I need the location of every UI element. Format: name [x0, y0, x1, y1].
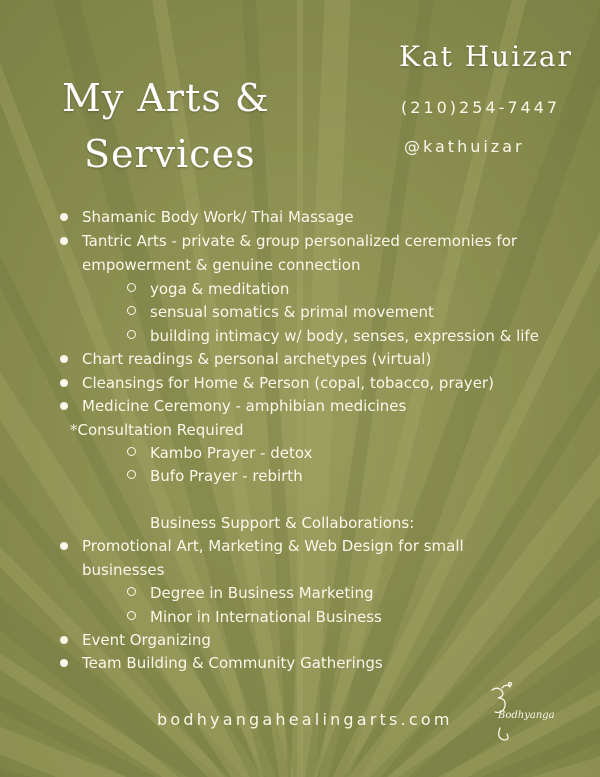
list-item: Shamanic Body Work/ Thai Massage [82, 208, 354, 226]
sub-list-item: Bufo Prayer - rebirth [150, 467, 303, 485]
list-item: Team Building & Community Gatherings [82, 654, 383, 672]
sub-bullet-icon [127, 330, 136, 339]
bullet-icon [60, 379, 68, 387]
bullet-icon [60, 237, 68, 245]
sub-bullet-icon [127, 447, 136, 456]
bullet-icon [60, 355, 68, 363]
sub-list-item: Minor in International Business [150, 608, 382, 626]
sub-list-item: building intimacy w/ body, senses, expression & life [150, 327, 539, 345]
logo-text: Bodhyanga [498, 710, 555, 721]
sub-bullet-icon [127, 611, 136, 620]
contact-name: Kat Huizar [399, 40, 573, 73]
bullet-icon [60, 542, 68, 550]
sub-list-item: yoga & meditation [150, 280, 290, 298]
title-line-2: Services [84, 132, 256, 176]
sub-bullet-icon [127, 283, 136, 292]
list-item: Medicine Ceremony - amphibian medicines [82, 397, 407, 415]
list-item: Chart readings & personal archetypes (virtual) [82, 350, 432, 368]
contact-handle: @kathuizar [404, 137, 525, 156]
title-line-1: My Arts & [62, 76, 270, 120]
bullet-icon [60, 402, 68, 410]
list-item: Tantric Arts - private & group personalized ceremonies for [82, 232, 518, 250]
sub-bullet-icon [127, 470, 136, 479]
sub-bullet-icon [127, 587, 136, 596]
bullet-icon [60, 636, 68, 644]
page-title [62, 70, 292, 182]
consultation-note: *Consultation Required [70, 421, 244, 439]
sub-list-item: sensual somatics & primal movement [150, 303, 434, 321]
list-item-continued: empowerment & genuine connection [82, 256, 361, 274]
business-heading: Business Support & Collaborations: [150, 514, 415, 532]
list-item-continued: businesses [82, 561, 165, 579]
contact-phone: (210)254-7447 [401, 98, 561, 117]
list-item: Cleansings for Home & Person (copal, tobacco, prayer) [82, 374, 494, 392]
list-item: Event Organizing [82, 631, 211, 649]
bullet-icon [60, 213, 68, 221]
sub-bullet-icon [127, 306, 136, 315]
sub-list-item: Degree in Business Marketing [150, 584, 374, 602]
list-item: Promotional Art, Marketing & Web Design for small [82, 537, 464, 555]
bullet-icon [60, 659, 68, 667]
sub-list-item: Kambo Prayer - detox [150, 444, 313, 462]
bodhyanga-logo [484, 680, 564, 760]
website-url: bodhyangahealingarts.com [157, 710, 453, 729]
